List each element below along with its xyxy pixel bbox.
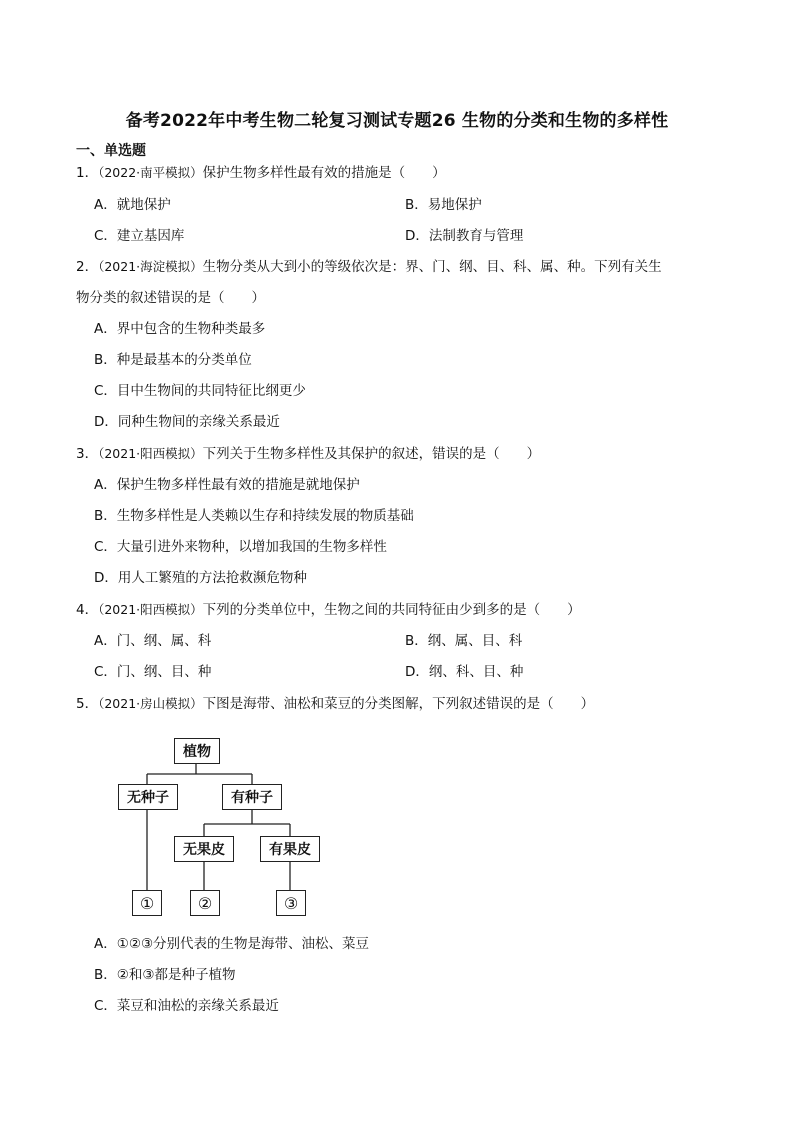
option-d[interactable]: D．用人工繁殖的方法抢救濒危物种 [94, 570, 307, 586]
question-source: （2021·房山模拟） [98, 696, 203, 711]
option-a[interactable]: A．界中包含的生物种类最多 [94, 321, 266, 337]
option-a[interactable]: A．就地保护 [94, 197, 171, 213]
question-source: （2021·海淀模拟） [98, 259, 203, 274]
question-number: 5． [76, 696, 99, 712]
question-source: （2021·阳西模拟） [98, 446, 203, 461]
option-c[interactable]: C．菜豆和油松的亲缘关系最近 [94, 998, 279, 1014]
node-no-seed: 无种子 [118, 784, 178, 810]
question-number: 2． [76, 259, 99, 275]
question-text: 生物分类从大到小的等级依次是：界、门、纲、目、科、属、种。下列有关生 [202, 259, 662, 275]
question-text: 下图是海带、油松和菜豆的分类图解，下列叙述错误的是（ ） [202, 696, 595, 712]
node-plant: 植物 [174, 738, 220, 764]
option-a[interactable]: A．①②③分别代表的生物是海带、油松、菜豆 [94, 936, 370, 952]
option-b[interactable]: B．生物多样性是人类赖以生存和持续发展的物质基础 [94, 508, 414, 524]
question-2-stem-cont: 物分类的叙述错误的是（ ） [76, 290, 265, 306]
option-d[interactable]: D．同种生物间的亲缘关系最近 [94, 414, 280, 430]
option-a[interactable]: A．保护生物多样性最有效的措施是就地保护 [94, 477, 360, 493]
question-number: 3． [76, 446, 99, 462]
option-b[interactable]: B．②和③都是种子植物 [94, 967, 236, 983]
node-leaf-2: ② [190, 890, 220, 916]
option-c[interactable]: C．目中生物间的共同特征比纲更少 [94, 383, 306, 399]
option-a[interactable]: A．门、纲、属、科 [94, 633, 212, 649]
section-heading: 一、单选题 [76, 143, 146, 159]
option-b[interactable]: B．纲、属、目、科 [405, 633, 523, 649]
page-title: 备考2022年中考生物二轮复习测试专题26 生物的分类和生物的多样性 [125, 111, 669, 131]
node-has-seed: 有种子 [222, 784, 282, 810]
option-c[interactable]: C．建立基因库 [94, 228, 185, 244]
option-c[interactable]: C．门、纲、目、种 [94, 664, 212, 680]
node-leaf-3: ③ [276, 890, 306, 916]
option-d[interactable]: D．法制教育与管理 [405, 228, 524, 244]
question-text: 下列关于生物多样性及其保护的叙述，错误的是（ ） [202, 446, 541, 462]
option-b[interactable]: B．易地保护 [405, 197, 482, 213]
question-5-stem [76, 695, 594, 713]
option-d[interactable]: D．纲、科、目、种 [405, 664, 524, 680]
option-b[interactable]: B．种是最基本的分类单位 [94, 352, 252, 368]
node-has-peel: 有果皮 [260, 836, 320, 862]
node-no-peel: 无果皮 [174, 836, 234, 862]
question-4-stem [76, 601, 581, 619]
classification-diagram [110, 730, 350, 920]
question-number: 4． [76, 602, 99, 618]
question-3-stem [76, 445, 540, 463]
question-1-stem [76, 164, 446, 182]
option-c[interactable]: C．大量引进外来物种，以增加我国的生物多样性 [94, 539, 387, 555]
question-2-stem [76, 258, 662, 276]
question-text: 保护生物多样性最有效的措施是（ ） [202, 165, 446, 181]
question-source: （2022·南平模拟） [98, 165, 203, 180]
question-source: （2021·阳西模拟） [98, 602, 203, 617]
question-number: 1． [76, 165, 99, 181]
question-text: 下列的分类单位中，生物之间的共同特征由少到多的是（ ） [202, 602, 581, 618]
node-leaf-1: ① [132, 890, 162, 916]
